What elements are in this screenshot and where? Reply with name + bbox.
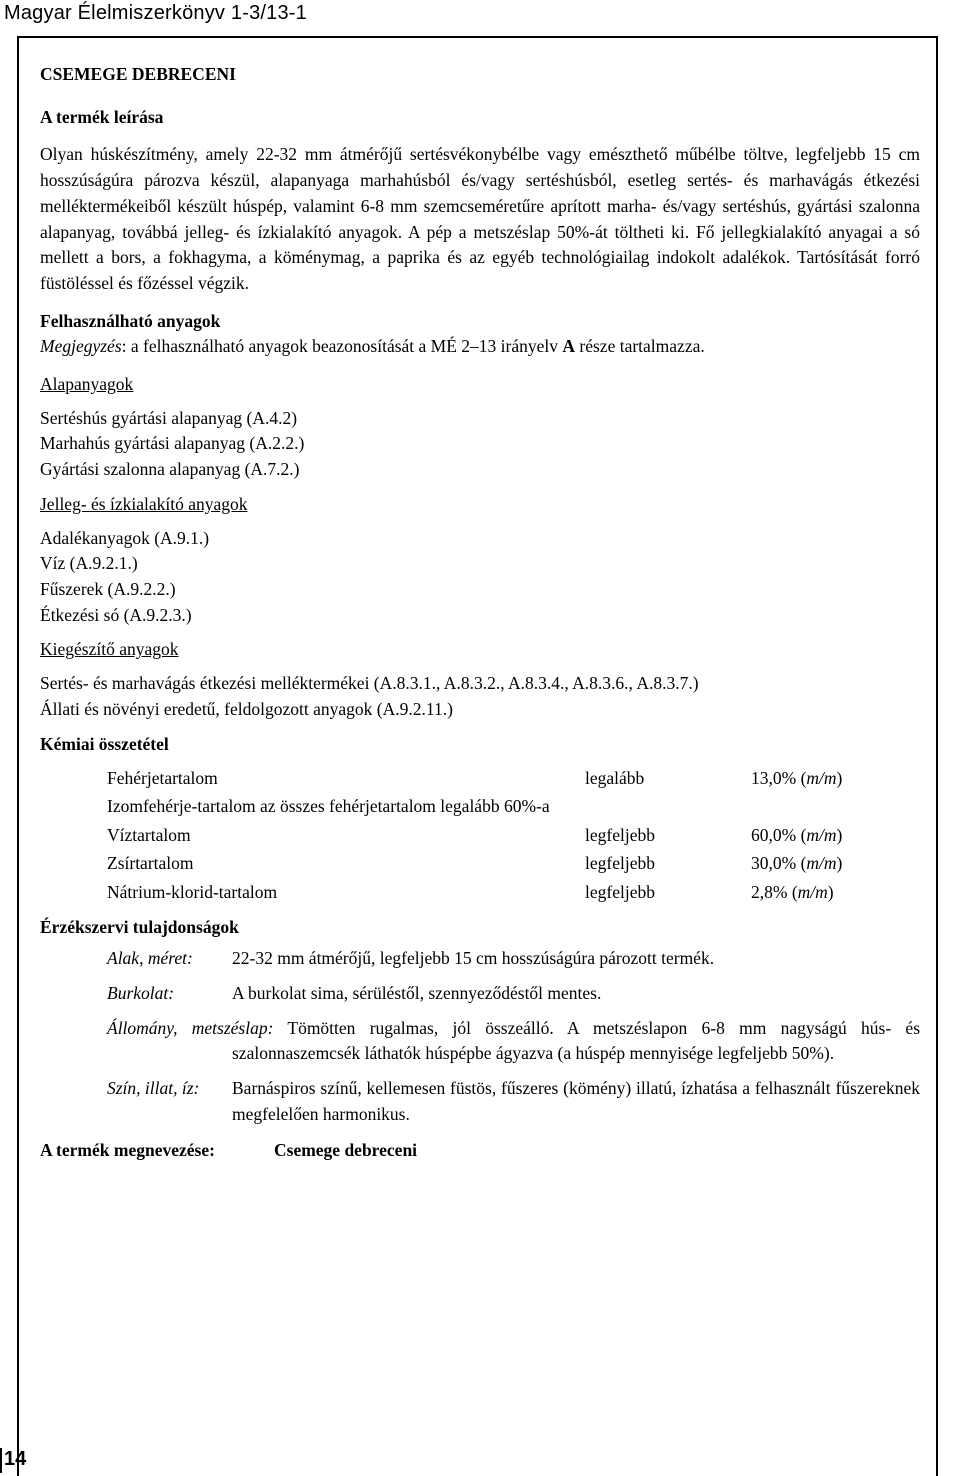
sensory-row (107, 946, 920, 972)
document-body (40, 62, 920, 1163)
product-name-value: Csemege debreceni (274, 1139, 418, 1160)
list-item: Gyártási szalonna alapanyag (A.7.2.) (40, 459, 300, 480)
description-heading: A termék leírása (40, 106, 164, 127)
sensory-row (107, 1076, 920, 1127)
table-row (107, 793, 881, 822)
page-number-rule (0, 1448, 2, 1473)
chem-limit: legfeljebb (585, 824, 655, 845)
chem-name: Víztartalom (107, 824, 191, 845)
note-bold: A (562, 336, 576, 357)
list-item: Marhahús gyártási alapanyag (A.2.2.) (40, 433, 305, 454)
materials-note (40, 334, 920, 360)
list-item: Víz (A.9.2.1.) (40, 553, 138, 574)
sensory-label: Állomány, metszéslap: (107, 1017, 274, 1038)
sensory-text: Barnáspiros színű, kellemesen füstös, fűszeres (kömény) illatú, ízhatása a felhasznált fűszereknek megfelelően harmonikus. (232, 1078, 920, 1124)
list-item: Sertéshús gyártási alapanyag (A.4.2) (40, 407, 298, 428)
list-item: Étkezési só (A.9.2.3.) (40, 604, 192, 625)
sensory-label: Burkolat: (107, 983, 175, 1004)
table-row (107, 850, 881, 879)
chem-value: 2,8% (m/m) (751, 881, 834, 902)
group-title-base: Alapanyagok (40, 374, 134, 395)
sensory-label: Szín, illat, íz: (107, 1078, 200, 1099)
chem-name: Izomfehérje-tartalom az összes fehérjetartalom legalább 60%-a (107, 796, 550, 817)
chem-value: 30,0% (m/m) (751, 853, 843, 874)
list-item: Adalékanyagok (A.9.1.) (40, 527, 210, 548)
product-name-label: A termék megnevezése: (40, 1139, 215, 1160)
list-item: Sertés- és marhavágás étkezési melléktermékei (A.8.3.1., A.8.3.2., A.8.3.4., A.8.3.6., A.8.3.7.) (40, 673, 699, 694)
document-title: CSEMEGE DEBRECENI (40, 64, 236, 84)
list-item: Állati és növényi eredetű, feldolgozott anyagok (A.9.2.11.) (40, 698, 453, 719)
note-label: Megjegyzés (40, 336, 122, 357)
sensory-label: Alak, méret: (107, 948, 193, 969)
chem-limit: legalább (585, 767, 645, 788)
description-text: Olyan húskészítmény, amely 22-32 mm átmérőjű sertésvékonybélbe vagy emészthető műbélbe töltve, legfeljebb 15 cm hosszúságúra pározva készül, alapanyaga marhahúsból és/vagy sertéshúsból, esetleg sertés- és marhavágás étkezési melléktermékeiből készült húspép, valamint 6-8 mm szemcseméretűre aprított marha- és/vagy sertéshús, gyártási szalonna alapanyag, továbbá jelleg- és ízkialakító anyagok. A pép a metszéslap 50%-át töltheti ki. Fő jellegkialakító anyagai a só mellett a bors, a fokhagyma, a köménymag, a paprika és az egyéb technológiailag indokolt adalékok. Tartósítását forró füstöléssel és főzéssel végzik. (40, 144, 920, 293)
sensory-text: A burkolat sima, sérüléstől, szennyeződéstől mentes. (232, 983, 602, 1004)
group-title-flavour: Jelleg- és ízkialakító anyagok (40, 493, 248, 514)
chemical-table (107, 764, 881, 907)
group-title-supplementary: Kiegészítő anyagok (40, 639, 179, 660)
table-row (107, 878, 881, 907)
table-row (107, 764, 881, 793)
sensory-text: Tömötten rugalmas, jól összeálló. A metszéslapon 6-8 mm nagyságú hús- és szalonnaszemcsék láthatók húspépbe ágyazva (a húspép mennyisége legfeljebb 50%). (232, 1017, 921, 1064)
chem-value: 13,0% (m/m) (751, 767, 843, 788)
page-number: 14 (4, 1448, 27, 1470)
sensory-row (107, 981, 920, 1007)
running-head: Magyar Élelmiszerkönyv 1-3/13-1 (4, 2, 307, 24)
chemical-heading: Kémiai összetétel (40, 734, 169, 755)
chem-limit: legfeljebb (585, 881, 655, 902)
chem-name: Fehérjetartalom (107, 767, 218, 788)
sensory-list (107, 946, 920, 1127)
chem-limit: legfeljebb (585, 853, 655, 874)
chem-value: 60,0% (m/m) (751, 824, 843, 845)
materials-heading: Felhasználható anyagok (40, 310, 221, 331)
sensory-text: 22-32 mm átmérőjű, legfeljebb 15 cm hosszúságúra pározott termék. (232, 948, 715, 969)
note-text-1: : a felhasználható anyagok beazonosítását a MÉ 2–13 irányelv (121, 336, 563, 357)
chem-name: Nátrium-klorid-tartalom (107, 881, 278, 902)
product-name (40, 1138, 920, 1164)
sensory-heading: Érzékszervi tulajdonságok (40, 916, 239, 937)
list-item: Fűszerek (A.9.2.2.) (40, 578, 176, 599)
sensory-row (107, 1016, 920, 1067)
chem-name: Zsírtartalom (107, 853, 194, 874)
table-row (107, 821, 881, 850)
note-text-2: része tartalmazza. (575, 336, 705, 357)
